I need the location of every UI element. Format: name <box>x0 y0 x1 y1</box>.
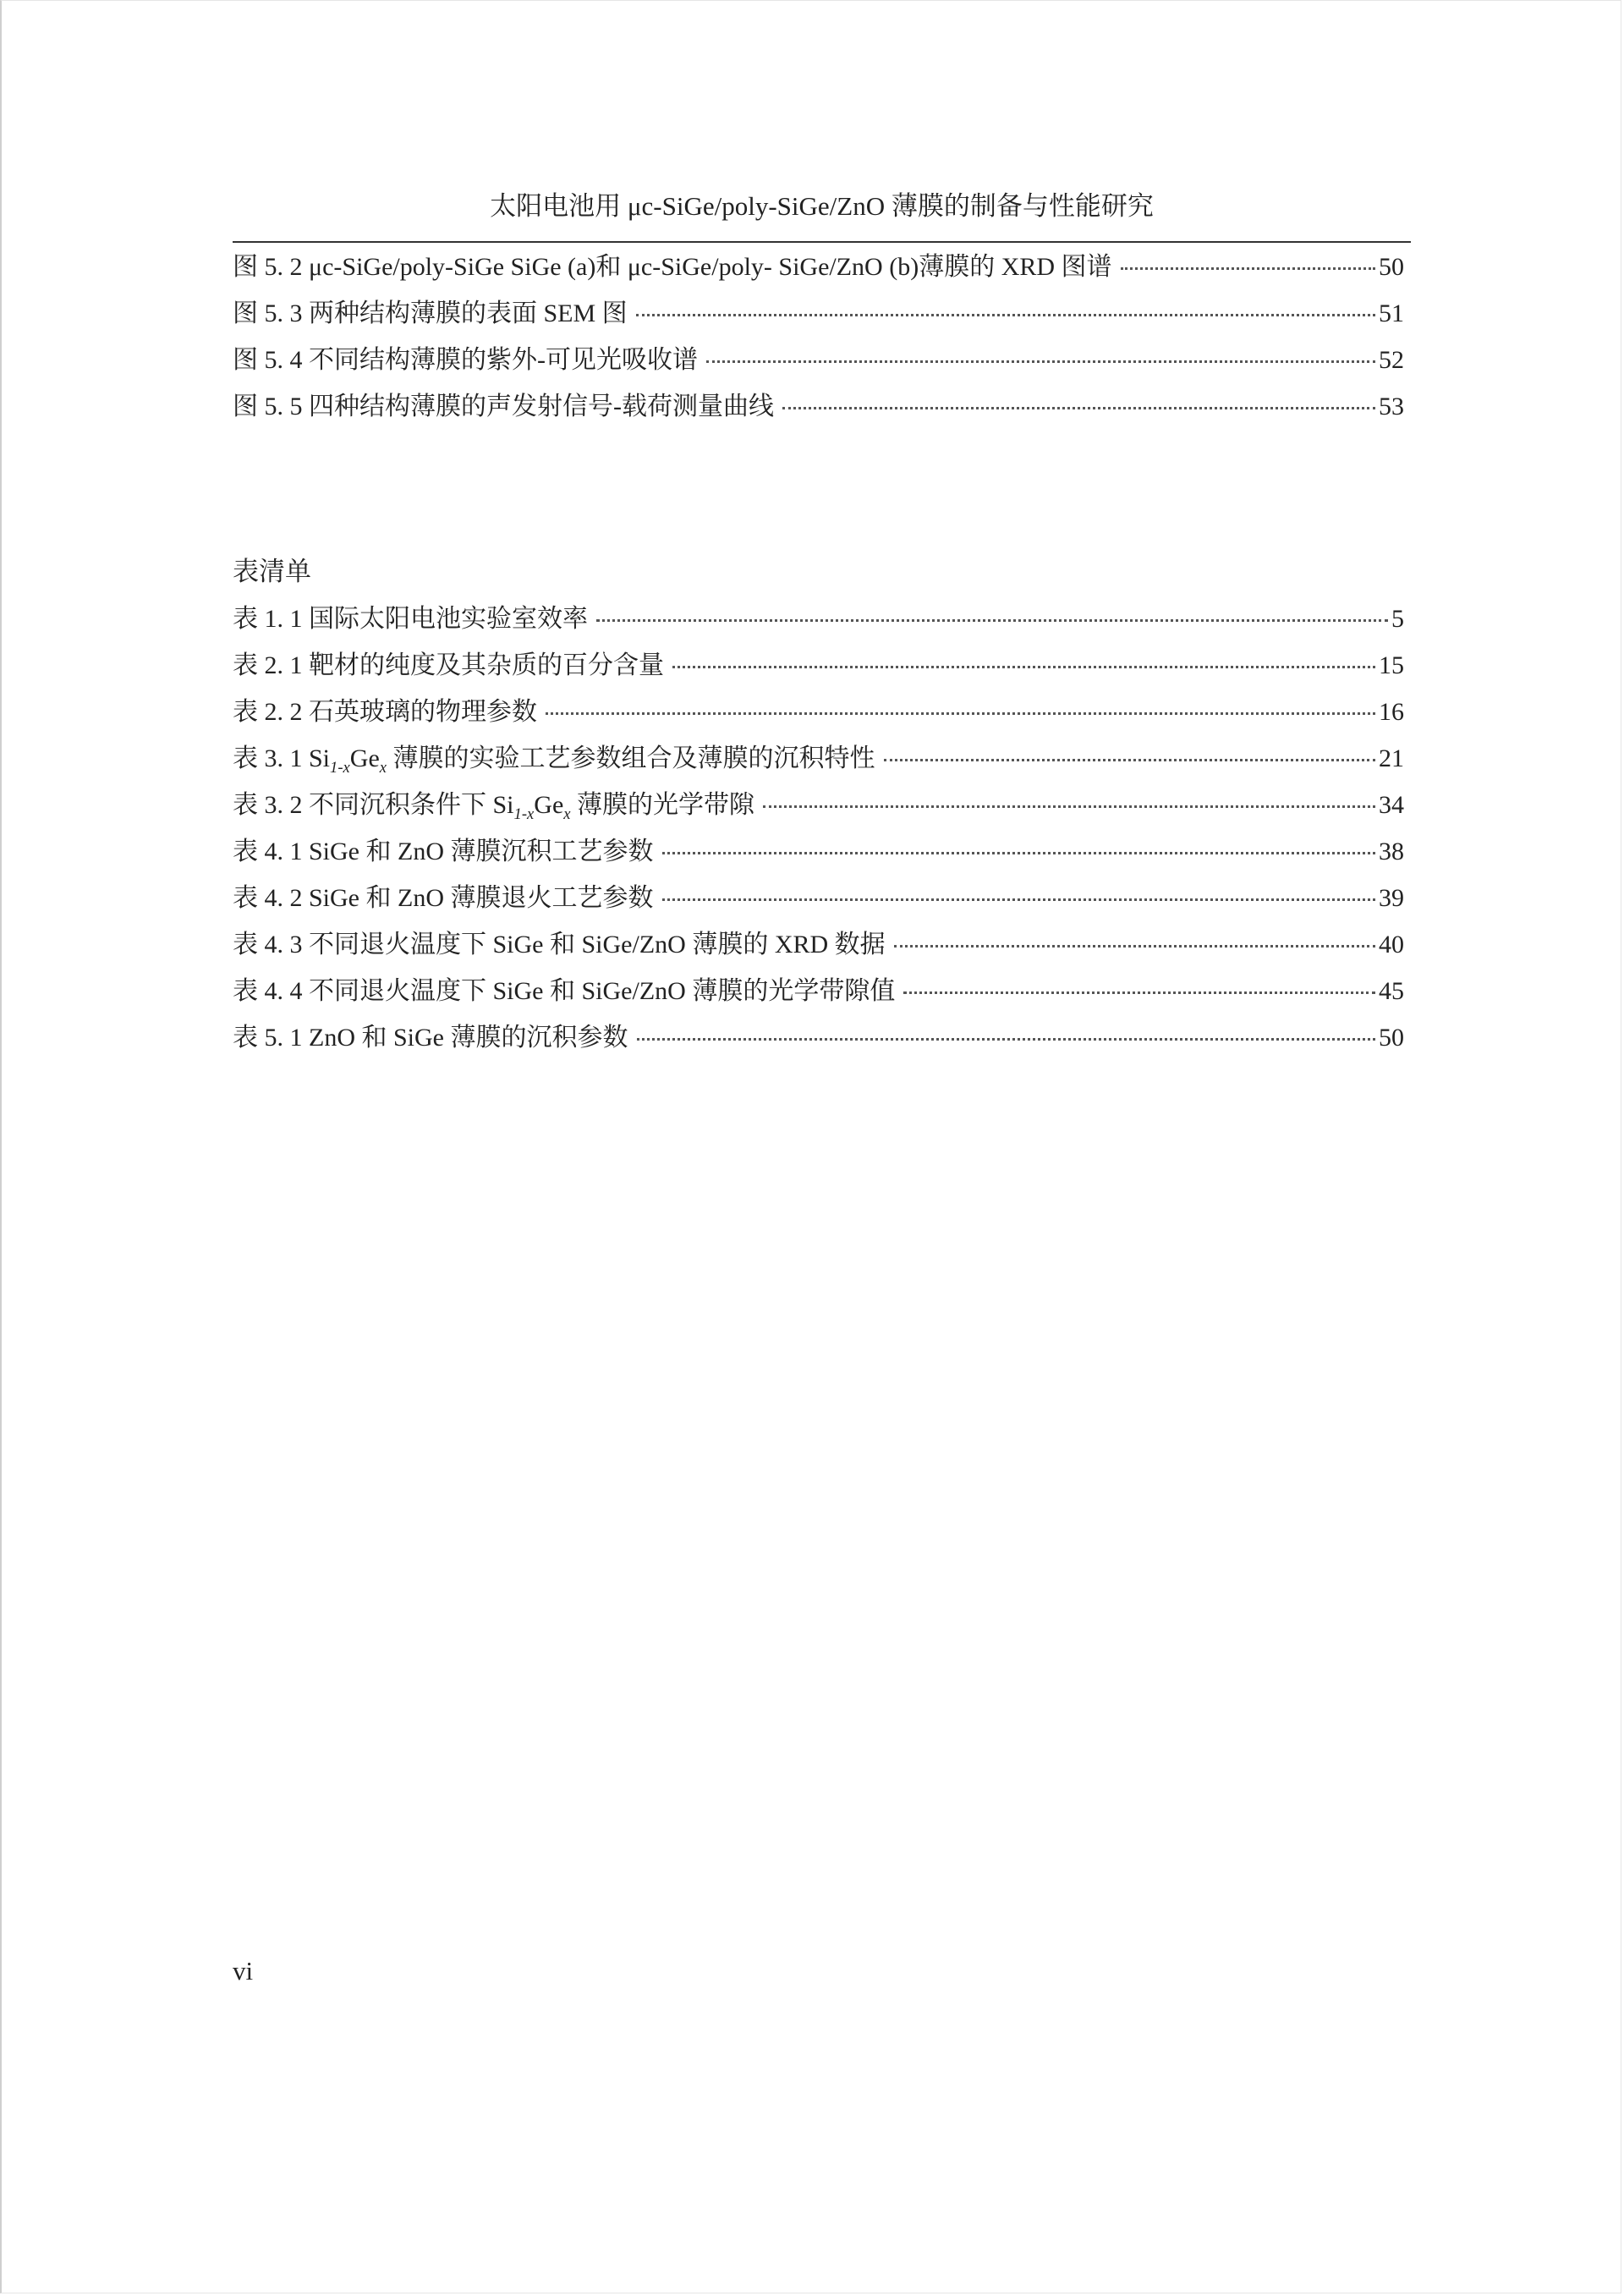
label-mid: Ge <box>349 744 380 772</box>
toc-entry[interactable] <box>233 788 1404 835</box>
toc-entry[interactable] <box>233 297 1404 343</box>
label-prefix: 表 3. 2 不同沉积条件下 Si <box>233 791 514 819</box>
toc-entry-page: 45 <box>1379 977 1404 1005</box>
toc-entry[interactable] <box>233 1021 1404 1068</box>
label-mid: Ge <box>534 791 564 819</box>
toc-entry[interactable] <box>233 649 1404 695</box>
toc-entry-page: 16 <box>1379 698 1404 726</box>
toc-entry[interactable] <box>233 742 1404 788</box>
toc-entry-label: 表 2. 2 石英玻璃的物理参数 <box>233 698 537 726</box>
label-prefix: 表 3. 1 Si <box>233 744 331 772</box>
toc-entry-label: 表 4. 1 SiGe 和 ZnO 薄膜沉积工艺参数 <box>233 838 654 865</box>
toc-entry-page: 51 <box>1379 299 1404 327</box>
dot-leader <box>763 805 1375 808</box>
dot-leader <box>636 314 1375 316</box>
toc-entry-label <box>233 742 875 776</box>
figure-list <box>233 250 1404 437</box>
dot-leader <box>884 759 1375 761</box>
toc-entry-label <box>233 788 754 822</box>
toc-entry-label: 图 5. 2 μc-SiGe/poly-SiGe SiGe (a)和 μc-SiGe/poly- SiGe/ZnO (b)薄膜的 XRD 图谱 <box>233 253 1112 281</box>
toc-entry-label: 表 4. 3 不同退火温度下 SiGe 和 SiGe/ZnO 薄膜的 XRD 数据 <box>233 931 886 958</box>
toc-entry[interactable] <box>233 695 1404 742</box>
page-number: vi <box>233 1956 254 1986</box>
toc-entry-label: 表 2. 1 靶材的纯度及其杂质的百分含量 <box>233 651 664 679</box>
toc-entry[interactable] <box>233 602 1404 649</box>
toc-entry-page: 53 <box>1379 393 1404 420</box>
label-suffix: 薄膜的光学带隙 <box>570 791 755 819</box>
toc-entry-label: 表 4. 2 SiGe 和 ZnO 薄膜退火工艺参数 <box>233 884 654 912</box>
toc-entry[interactable] <box>233 882 1404 928</box>
dot-leader <box>662 852 1376 854</box>
subscript: 1-x <box>330 759 350 777</box>
toc-entry-label: 图 5. 3 两种结构薄膜的表面 SEM 图 <box>233 299 628 327</box>
toc-entry-page: 38 <box>1379 838 1404 865</box>
dot-leader <box>546 712 1375 715</box>
toc-entry-page: 39 <box>1379 884 1404 912</box>
toc-entry[interactable] <box>233 343 1404 390</box>
toc-entry[interactable] <box>233 975 1404 1021</box>
toc-entry[interactable] <box>233 928 1404 975</box>
toc-entry-page: 21 <box>1379 744 1404 772</box>
toc-entry-page: 50 <box>1379 1024 1404 1052</box>
table-list <box>233 602 1404 1068</box>
toc-entry-page: 52 <box>1379 346 1404 374</box>
subscript: x <box>379 759 387 777</box>
toc-entry-page: 50 <box>1379 253 1404 281</box>
toc-entry[interactable] <box>233 835 1404 882</box>
dot-leader <box>706 360 1375 363</box>
dot-leader <box>1121 267 1375 270</box>
toc-entry-page: 5 <box>1391 605 1404 633</box>
dot-leader <box>894 945 1375 948</box>
toc-entry-label: 表 5. 1 ZnO 和 SiGe 薄膜的沉积参数 <box>233 1024 628 1052</box>
dot-leader <box>596 619 1388 622</box>
header-rule <box>233 241 1411 243</box>
toc-entry-label: 表 4. 4 不同退火温度下 SiGe 和 SiGe/ZnO 薄膜的光学带隙值 <box>233 977 896 1005</box>
dot-leader <box>903 991 1375 994</box>
toc-entry-page: 34 <box>1379 791 1404 819</box>
toc-entry[interactable] <box>233 250 1404 297</box>
running-header: 太阳电池用 μc-SiGe/poly-SiGe/ZnO 薄膜的制备与性能研究 <box>490 191 1154 221</box>
toc-entry[interactable] <box>233 390 1404 437</box>
toc-entry-page: 40 <box>1379 931 1404 958</box>
subscript: 1-x <box>513 805 535 823</box>
toc-entry-page: 15 <box>1379 651 1404 679</box>
toc-entry-label: 图 5. 5 四种结构薄膜的声发射信号-载荷测量曲线 <box>233 393 774 420</box>
dot-leader <box>662 898 1376 901</box>
dot-leader <box>782 407 1375 409</box>
subscript: x <box>563 805 571 823</box>
section-title-table-list: 表清单 <box>233 557 311 586</box>
toc-entry-label: 图 5. 4 不同结构薄膜的紫外-可见光吸收谱 <box>233 346 698 374</box>
label-suffix: 薄膜的实验工艺参数组合及薄膜的沉积特性 <box>387 744 875 772</box>
dot-leader <box>672 666 1375 668</box>
dot-leader <box>637 1038 1376 1041</box>
toc-entry-label: 表 1. 1 国际太阳电池实验室效率 <box>233 605 588 633</box>
